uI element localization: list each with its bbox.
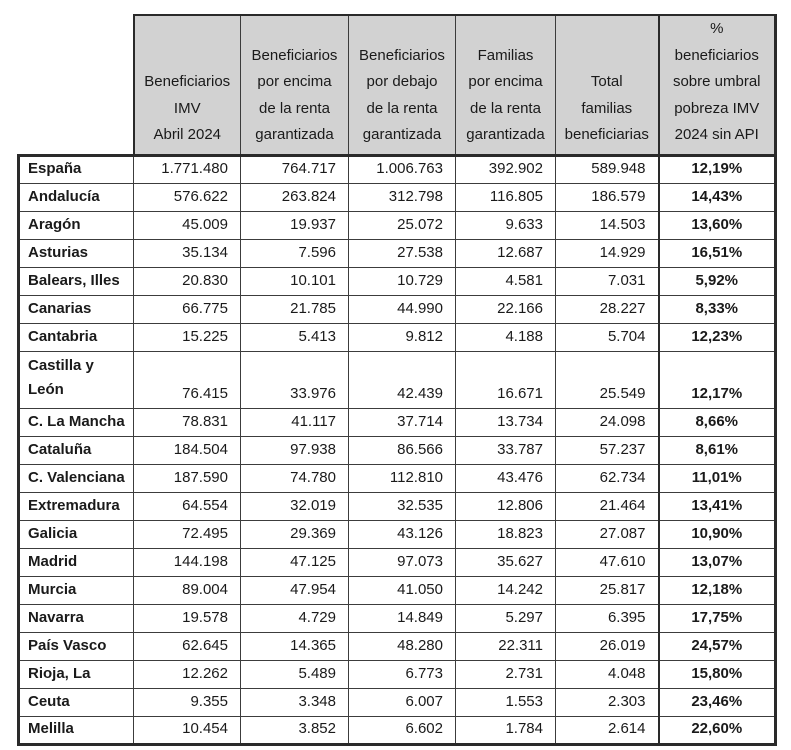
column-header: Beneficiarios IMV Abril 2024 — [134, 15, 241, 155]
region-name: Ceuta — [19, 688, 134, 716]
value-cell: 35.134 — [134, 239, 241, 267]
value-cell: 43.126 — [349, 520, 456, 548]
value-cell: 589.948 — [556, 155, 659, 183]
table-row — [19, 576, 776, 604]
percent-cell: 13,41% — [659, 492, 776, 520]
table-row — [19, 436, 776, 464]
value-cell: 186.579 — [556, 183, 659, 211]
value-cell: 10.101 — [241, 267, 349, 295]
value-cell: 112.810 — [349, 464, 456, 492]
value-cell: 64.554 — [134, 492, 241, 520]
value-cell: 72.495 — [134, 520, 241, 548]
value-cell: 144.198 — [134, 548, 241, 576]
column-header: Beneficiarios por encima de la renta garantizada — [241, 15, 349, 155]
region-name: España — [19, 155, 134, 183]
percent-cell: 12,18% — [659, 576, 776, 604]
value-cell: 47.125 — [241, 548, 349, 576]
value-cell: 42.439 — [349, 351, 456, 408]
value-cell: 62.734 — [556, 464, 659, 492]
value-cell: 1.771.480 — [134, 155, 241, 183]
value-cell: 6.773 — [349, 660, 456, 688]
table-row — [19, 520, 776, 548]
percent-cell: 13,07% — [659, 548, 776, 576]
value-cell: 13.734 — [456, 408, 556, 436]
column-header: % beneficiarios sobre umbral pobreza IMV 2024 sin API — [659, 15, 776, 155]
table-row — [19, 183, 776, 211]
table-row — [19, 155, 776, 183]
value-cell: 20.830 — [134, 267, 241, 295]
region-name: Balears, Illes — [19, 267, 134, 295]
value-cell: 4.048 — [556, 660, 659, 688]
value-cell: 32.535 — [349, 492, 456, 520]
value-cell: 19.937 — [241, 211, 349, 239]
region-name: Murcia — [19, 576, 134, 604]
value-cell: 12.687 — [456, 239, 556, 267]
percent-cell: 16,51% — [659, 239, 776, 267]
value-cell: 47.954 — [241, 576, 349, 604]
region-name: Aragón — [19, 211, 134, 239]
corner-cell — [19, 15, 134, 155]
value-cell: 12.806 — [456, 492, 556, 520]
value-cell: 37.714 — [349, 408, 456, 436]
region-name: Galicia — [19, 520, 134, 548]
value-cell: 43.476 — [456, 464, 556, 492]
percent-cell: 17,75% — [659, 604, 776, 632]
value-cell: 26.019 — [556, 632, 659, 660]
value-cell: 2.731 — [456, 660, 556, 688]
value-cell: 22.166 — [456, 295, 556, 323]
region-name: Andalucía — [19, 183, 134, 211]
value-cell: 312.798 — [349, 183, 456, 211]
value-cell: 2.303 — [556, 688, 659, 716]
column-header: Total familias beneficiarias — [556, 15, 659, 155]
value-cell: 27.538 — [349, 239, 456, 267]
table-row — [19, 267, 776, 295]
region-name: Melilla — [19, 716, 134, 744]
value-cell: 14.503 — [556, 211, 659, 239]
value-cell: 15.225 — [134, 323, 241, 351]
table-row — [19, 604, 776, 632]
value-cell: 764.717 — [241, 155, 349, 183]
value-cell: 35.627 — [456, 548, 556, 576]
table-row — [19, 239, 776, 267]
percent-cell: 13,60% — [659, 211, 776, 239]
percent-cell: 12,17% — [659, 351, 776, 408]
value-cell: 24.098 — [556, 408, 659, 436]
value-cell: 18.823 — [456, 520, 556, 548]
table-row — [19, 688, 776, 716]
value-cell: 7.596 — [241, 239, 349, 267]
value-cell: 576.622 — [134, 183, 241, 211]
value-cell: 184.504 — [134, 436, 241, 464]
value-cell: 28.227 — [556, 295, 659, 323]
value-cell: 89.004 — [134, 576, 241, 604]
value-cell: 392.902 — [456, 155, 556, 183]
region-name: Rioja, La — [19, 660, 134, 688]
table-row — [19, 211, 776, 239]
region-name: C. Valenciana — [19, 464, 134, 492]
region-name: Madrid — [19, 548, 134, 576]
percent-cell: 5,92% — [659, 267, 776, 295]
value-cell: 9.812 — [349, 323, 456, 351]
value-cell: 27.087 — [556, 520, 659, 548]
value-cell: 25.817 — [556, 576, 659, 604]
percent-cell: 24,57% — [659, 632, 776, 660]
value-cell: 21.785 — [241, 295, 349, 323]
value-cell: 5.413 — [241, 323, 349, 351]
table-row — [19, 660, 776, 688]
table-body — [19, 155, 776, 744]
value-cell: 5.704 — [556, 323, 659, 351]
percent-cell: 8,61% — [659, 436, 776, 464]
table-row — [19, 716, 776, 744]
value-cell: 263.824 — [241, 183, 349, 211]
value-cell: 116.805 — [456, 183, 556, 211]
value-cell: 5.297 — [456, 604, 556, 632]
value-cell: 86.566 — [349, 436, 456, 464]
value-cell: 7.031 — [556, 267, 659, 295]
value-cell: 41.050 — [349, 576, 456, 604]
value-cell: 5.489 — [241, 660, 349, 688]
value-cell: 97.938 — [241, 436, 349, 464]
value-cell: 9.355 — [134, 688, 241, 716]
percent-cell: 14,43% — [659, 183, 776, 211]
value-cell: 187.590 — [134, 464, 241, 492]
value-cell: 12.262 — [134, 660, 241, 688]
value-cell: 14.849 — [349, 604, 456, 632]
value-cell: 33.976 — [241, 351, 349, 408]
value-cell: 25.549 — [556, 351, 659, 408]
percent-cell: 11,01% — [659, 464, 776, 492]
value-cell: 97.073 — [349, 548, 456, 576]
value-cell: 74.780 — [241, 464, 349, 492]
value-cell: 10.454 — [134, 716, 241, 744]
value-cell: 29.369 — [241, 520, 349, 548]
table-row — [19, 323, 776, 351]
table-row — [19, 351, 776, 408]
value-cell: 22.311 — [456, 632, 556, 660]
value-cell: 3.348 — [241, 688, 349, 716]
table-row — [19, 492, 776, 520]
table-row — [19, 548, 776, 576]
value-cell: 2.614 — [556, 716, 659, 744]
region-name: Cantabria — [19, 323, 134, 351]
value-cell: 9.633 — [456, 211, 556, 239]
value-cell: 16.671 — [456, 351, 556, 408]
value-cell: 1.784 — [456, 716, 556, 744]
value-cell: 66.775 — [134, 295, 241, 323]
percent-cell: 12,19% — [659, 155, 776, 183]
table-row — [19, 632, 776, 660]
imv-beneficiaries-table — [17, 14, 777, 746]
value-cell: 47.610 — [556, 548, 659, 576]
region-name: Asturias — [19, 239, 134, 267]
region-name: Extremadura — [19, 492, 134, 520]
value-cell: 32.019 — [241, 492, 349, 520]
value-cell: 6.395 — [556, 604, 659, 632]
percent-cell: 12,23% — [659, 323, 776, 351]
value-cell: 1.553 — [456, 688, 556, 716]
value-cell: 14.365 — [241, 632, 349, 660]
column-header: Familias por encima de la renta garantizada — [456, 15, 556, 155]
region-name: Castilla y León — [19, 351, 134, 408]
region-name: C. La Mancha — [19, 408, 134, 436]
value-cell: 44.990 — [349, 295, 456, 323]
table-row — [19, 408, 776, 436]
value-cell: 4.729 — [241, 604, 349, 632]
percent-cell: 8,66% — [659, 408, 776, 436]
percent-cell: 8,33% — [659, 295, 776, 323]
value-cell: 78.831 — [134, 408, 241, 436]
value-cell: 6.602 — [349, 716, 456, 744]
percent-cell: 15,80% — [659, 660, 776, 688]
region-name: Navarra — [19, 604, 134, 632]
region-name: Cataluña — [19, 436, 134, 464]
value-cell: 76.415 — [134, 351, 241, 408]
value-cell: 62.645 — [134, 632, 241, 660]
value-cell: 41.117 — [241, 408, 349, 436]
table-row — [19, 295, 776, 323]
value-cell: 21.464 — [556, 492, 659, 520]
value-cell: 45.009 — [134, 211, 241, 239]
value-cell: 25.072 — [349, 211, 456, 239]
percent-cell: 10,90% — [659, 520, 776, 548]
value-cell: 3.852 — [241, 716, 349, 744]
region-name: Canarias — [19, 295, 134, 323]
value-cell: 14.242 — [456, 576, 556, 604]
value-cell: 19.578 — [134, 604, 241, 632]
value-cell: 4.188 — [456, 323, 556, 351]
value-cell: 57.237 — [556, 436, 659, 464]
value-cell: 1.006.763 — [349, 155, 456, 183]
percent-cell: 22,60% — [659, 716, 776, 744]
column-header: Beneficiarios por debajo de la renta garantizada — [349, 15, 456, 155]
value-cell: 14.929 — [556, 239, 659, 267]
percent-cell: 23,46% — [659, 688, 776, 716]
value-cell: 33.787 — [456, 436, 556, 464]
header-row — [19, 15, 776, 155]
region-name: País Vasco — [19, 632, 134, 660]
value-cell: 4.581 — [456, 267, 556, 295]
value-cell: 6.007 — [349, 688, 456, 716]
table-row — [19, 464, 776, 492]
value-cell: 48.280 — [349, 632, 456, 660]
value-cell: 10.729 — [349, 267, 456, 295]
